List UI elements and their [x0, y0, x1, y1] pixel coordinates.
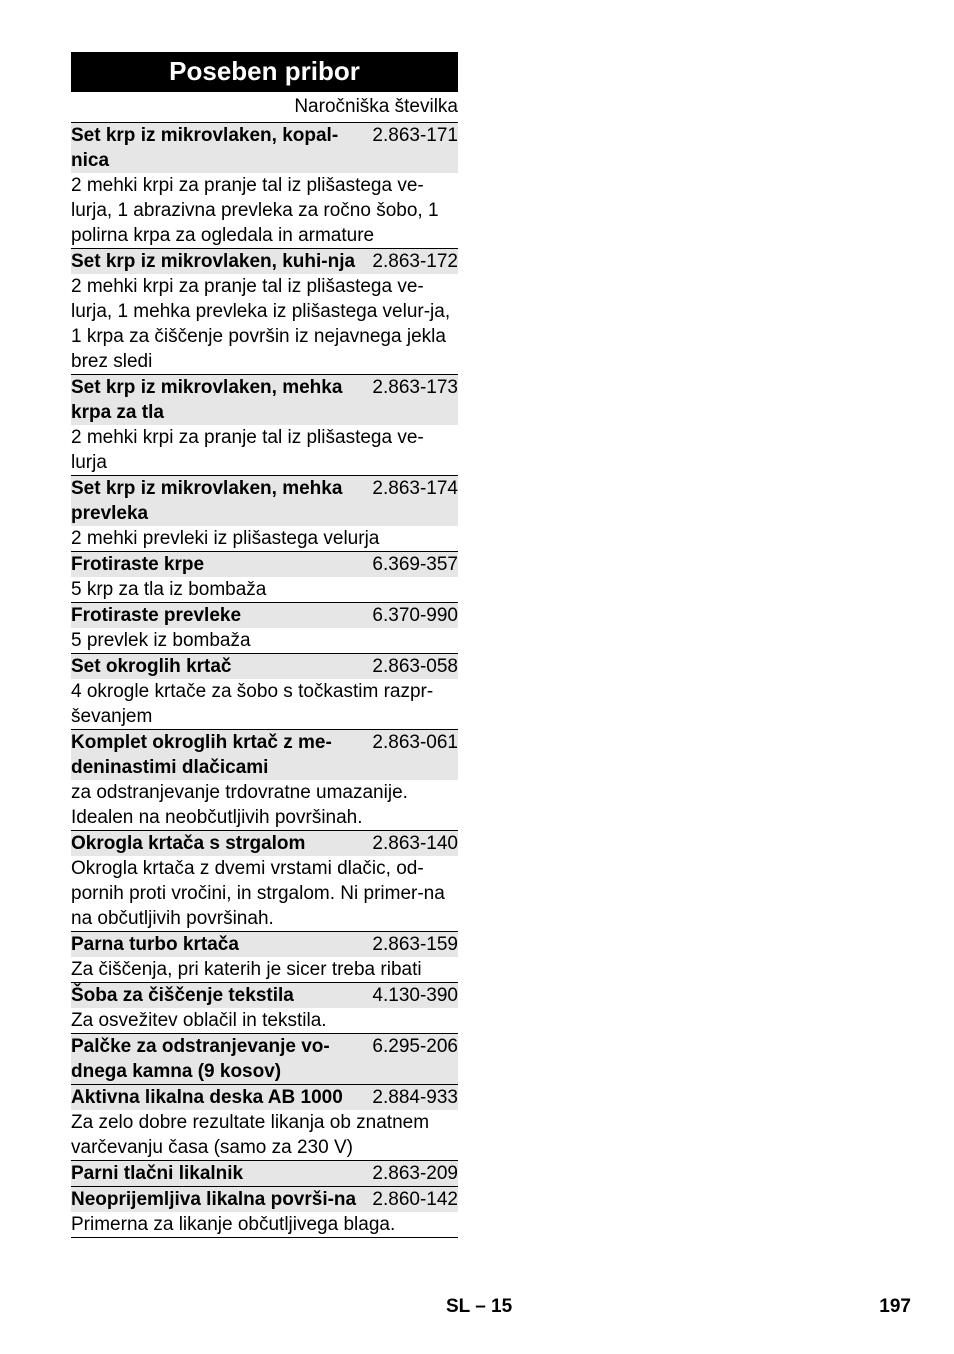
item-name: Set krp iz mikrovlaken, kopal-nica — [71, 125, 339, 171]
list-item — [71, 602, 458, 653]
item-description: 2 mehki krpi za pranje tal iz plišastega ve-lurja, 1 mehka prevleka iz plišastega velur-ja, 1 krpa za čiščenje površin iz nejavnega jekla brez sledi — [71, 276, 451, 372]
item-header — [71, 123, 458, 173]
item-code: 2.863-172 — [372, 251, 458, 272]
item-description: 2 mehki krpi za pranje tal iz plišastega ve-lurja, 1 abrazivna prevleka za ročno šobo, 1 polirna krpa za ogledala in armature — [71, 175, 439, 246]
page-title: Poseben pribor — [71, 52, 458, 92]
list-item — [71, 931, 458, 982]
item-description: Za osvežitev oblačil in tekstila. — [71, 1010, 327, 1031]
item-header — [71, 603, 458, 628]
item-name: Aktivna likalna deska AB 1000 — [71, 1087, 343, 1108]
list-item — [71, 122, 458, 248]
item-code: 6.295-206 — [372, 1036, 458, 1057]
item-name: Frotiraste krpe — [71, 554, 205, 575]
list-item — [71, 551, 458, 602]
item-code: 2.863-140 — [372, 833, 458, 854]
item-code: 2.863-209 — [372, 1163, 458, 1184]
list-item — [71, 475, 458, 551]
item-name: Set okroglih krtač — [71, 656, 232, 677]
item-header — [71, 375, 458, 425]
list-item — [71, 653, 458, 729]
item-code: 2.863-173 — [372, 377, 458, 398]
item-name: Palčke za odstranjevanje vo-dnega kamna (9 kosov) — [71, 1036, 330, 1082]
item-description: 2 mehki krpi za pranje tal iz plišastega ve-lurja — [71, 427, 424, 473]
item-description: Primerna za likanje občutljivega blaga. — [71, 1214, 396, 1235]
item-description: Za čiščenja, pri katerih je sicer treba ribati — [71, 959, 422, 980]
item-header — [71, 1085, 458, 1110]
list-item — [71, 982, 458, 1033]
item-code: 6.369-357 — [372, 554, 458, 575]
order-number-label: Naročniška številka — [294, 96, 458, 117]
item-header — [71, 932, 458, 957]
item-code: 4.130-390 — [372, 985, 458, 1006]
item-name: Šoba za čiščenje tekstila — [71, 985, 294, 1006]
item-name: Set krp iz mikrovlaken, mehka krpa za tla — [71, 377, 343, 423]
item-header — [71, 983, 458, 1008]
item-header — [71, 1161, 458, 1186]
item-header — [71, 552, 458, 577]
list-item — [71, 1186, 458, 1238]
item-code: 2.863-174 — [372, 478, 458, 499]
list-item — [71, 729, 458, 830]
item-name: Neoprijemljiva likalna površi-na — [71, 1189, 357, 1210]
item-description: Za zelo dobre rezultate likanja ob znatnem varčevanju časa (samo za 230 V) — [71, 1112, 430, 1158]
item-name: Okrogla krtača s strgalom — [71, 833, 306, 854]
item-header — [71, 1034, 458, 1084]
list-item — [71, 374, 458, 475]
item-code: 2.884-933 — [372, 1087, 458, 1108]
item-description: 2 mehki prevleki iz plišastega velurja — [71, 528, 380, 549]
item-description: 5 krp za tla iz bombaža — [71, 579, 267, 600]
list-item — [71, 1033, 458, 1084]
accessory-list — [71, 122, 458, 1238]
list-item — [71, 830, 458, 931]
accessories-column — [71, 52, 458, 1238]
item-code: 2.863-058 — [372, 656, 458, 677]
item-header — [71, 730, 458, 780]
item-name: Parna turbo krtača — [71, 934, 239, 955]
item-name: Komplet okroglih krtač z me-deninastimi dlačicami — [71, 732, 332, 778]
footer-section: SL – 15 — [446, 1296, 513, 1317]
item-name: Parni tlačni likalnik — [71, 1163, 244, 1184]
item-code: 2.863-159 — [372, 934, 458, 955]
list-item — [71, 248, 458, 374]
item-header — [71, 249, 458, 274]
item-header — [71, 1187, 458, 1212]
item-code: 6.370-990 — [372, 605, 458, 626]
item-header — [71, 654, 458, 679]
item-description: Okrogla krtača z dvemi vrstami dlačic, od-pornih proti vročini, in strgalom. Ni primer-na na občutljivih površinah. — [71, 858, 445, 929]
item-description: 4 okrogle krtače za šobo s točkastim razpr-ševanjem — [71, 681, 434, 727]
item-code: 2.860-142 — [372, 1189, 458, 1210]
item-code: 2.863-171 — [372, 125, 458, 146]
item-header — [71, 831, 458, 856]
item-description: 5 prevlek iz bombaža — [71, 630, 251, 651]
item-name: Frotiraste prevleke — [71, 605, 242, 626]
list-item — [71, 1084, 458, 1160]
item-header — [71, 476, 458, 526]
list-item — [71, 1160, 458, 1186]
item-name: Set krp iz mikrovlaken, mehka prevleka — [71, 478, 343, 524]
item-description: za odstranjevanje trdovratne umazanije. Idealen na neobčutljivih površinah. — [71, 782, 408, 828]
item-name: Set krp iz mikrovlaken, kuhi-nja — [71, 251, 356, 272]
page-number: 197 — [879, 1296, 911, 1317]
item-code: 2.863-061 — [372, 732, 458, 753]
